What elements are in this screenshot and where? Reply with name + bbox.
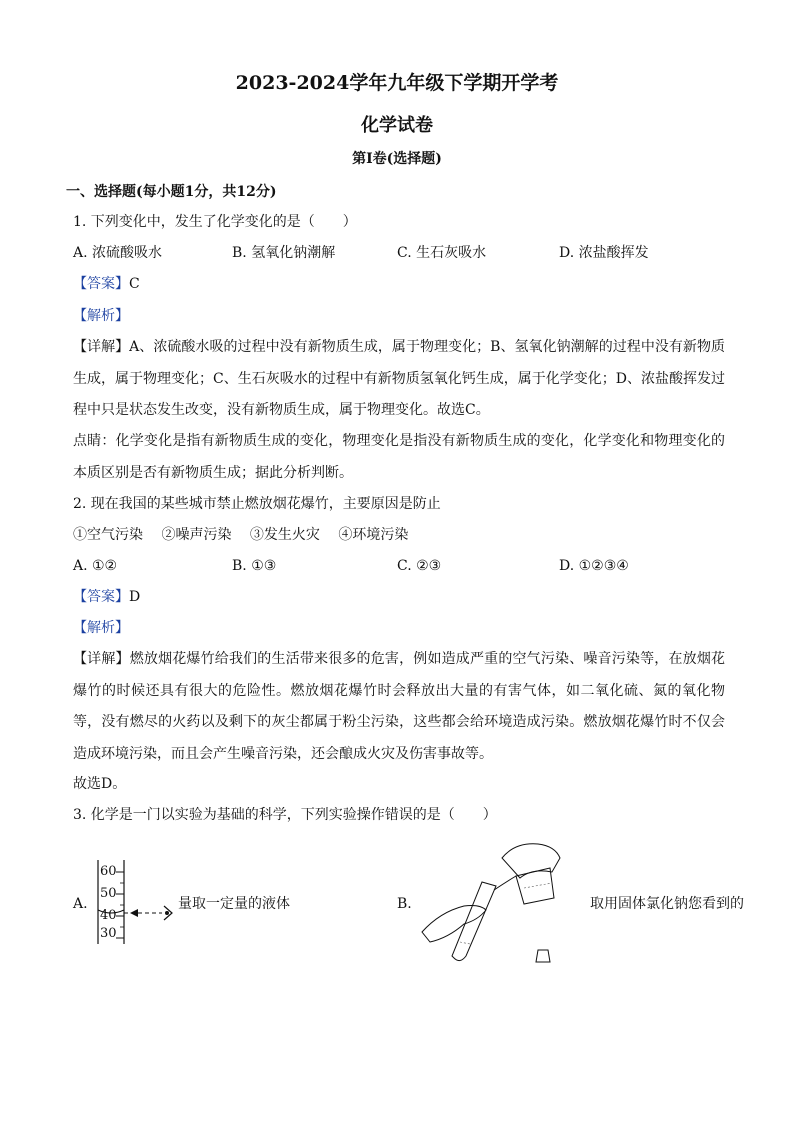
q3-option-a-text: 量取一定量的液体: [178, 896, 290, 912]
q2-conclusion: 故选D。: [73, 776, 127, 792]
q1-stem: 1. 下列变化中，发生了化学变化的是（ ）: [73, 214, 357, 230]
q2-answer: D: [129, 589, 141, 605]
exam-title: 2023-2024学年九年级下学期开学考: [235, 72, 559, 94]
q3-stem: 3. 化学是一门以实验为基础的科学，下列实验操作错误的是（ ）: [73, 807, 497, 823]
pouring-figure: [420, 838, 570, 968]
q1-answer-tag: 【答案】: [73, 276, 129, 292]
cylinder-tick-40: 40: [100, 908, 117, 923]
q2-stem: 2. 现在我国的某些城市禁止燃放烟花爆竹，主要原因是防止: [73, 496, 441, 512]
q1-option-d: D. 浓盐酸挥发: [559, 245, 649, 261]
q2-items: ①空气污染 ②噪声污染 ③发生火灾 ④环境污染: [73, 527, 409, 543]
q3-option-b-text: 取用固体氯化钠您看到的: [590, 896, 744, 912]
q2-option-d: D. ①②③④: [559, 558, 629, 574]
section-heading: 一、选择题(每小题1分，共12分): [66, 184, 277, 200]
q2-answer-tag: 【答案】: [73, 589, 129, 605]
q2-analysis-tag: 【解析】: [73, 620, 129, 636]
q1-option-a: A. 浓硫酸吸水: [73, 245, 163, 261]
q2-option-c: C. ②③: [397, 558, 442, 574]
subject-title: 化学试卷: [361, 115, 433, 136]
q1-answer: C: [129, 276, 140, 292]
q1-note: 点睛：化学变化是指有新物质生成的变化，物理变化是指没有新物质生成的变化，化学变化和物理变化的本质区别是否有新物质生成；据此分析判断。: [73, 433, 725, 481]
q2-detail: 【详解】燃放烟花爆竹给我们的生活带来很多的危害，例如造成严重的空气污染、噪音污染等，在放烟花爆竹的时候还具有很大的危险性。燃放烟花爆竹时会释放出大量的有害气体，如二氧化硫、氮的氧化物等，没有燃尽的火药以及剩下的灰尘都属于粉尘污染，这些都会给环境造成污染。燃放烟花爆竹时不仅会造成环境污染，而且会产生噪音污染，还会酿成火灾及伤害事故等。: [73, 651, 725, 762]
q1-answer-line: [73, 274, 140, 294]
cylinder-tick-50: 50: [100, 886, 117, 901]
cylinder-tick-30: 30: [100, 926, 117, 941]
q1-detail: 【详解】A、浓硫酸水吸的过程中没有新物质生成，属于物理变化；B、氢氧化钠潮解的过程中没有新物质生成，属于物理变化；C、生石灰吸水的过程中有新物质氢氧化钙生成，属于化学变化；D、浓盐酸挥发过程中只是状态发生改变，没有新物质生成，属于物理变化。故选C。: [73, 339, 725, 418]
part-title: 第I卷(选择题): [352, 151, 442, 167]
cylinder-tick-60: 60: [100, 864, 117, 879]
q1-option-c: C. 生石灰吸水: [397, 245, 487, 261]
q2-option-a: A. ①②: [73, 558, 118, 574]
q1-option-b: B. 氢氧化钠潮解: [232, 245, 336, 261]
q1-analysis-tag: 【解析】: [73, 308, 129, 324]
q3-option-b-letter: B.: [397, 896, 412, 912]
q2-answer-line: [73, 587, 140, 607]
q3-option-a-letter: A.: [73, 896, 88, 912]
q2-option-b: B. ①③: [232, 558, 277, 574]
